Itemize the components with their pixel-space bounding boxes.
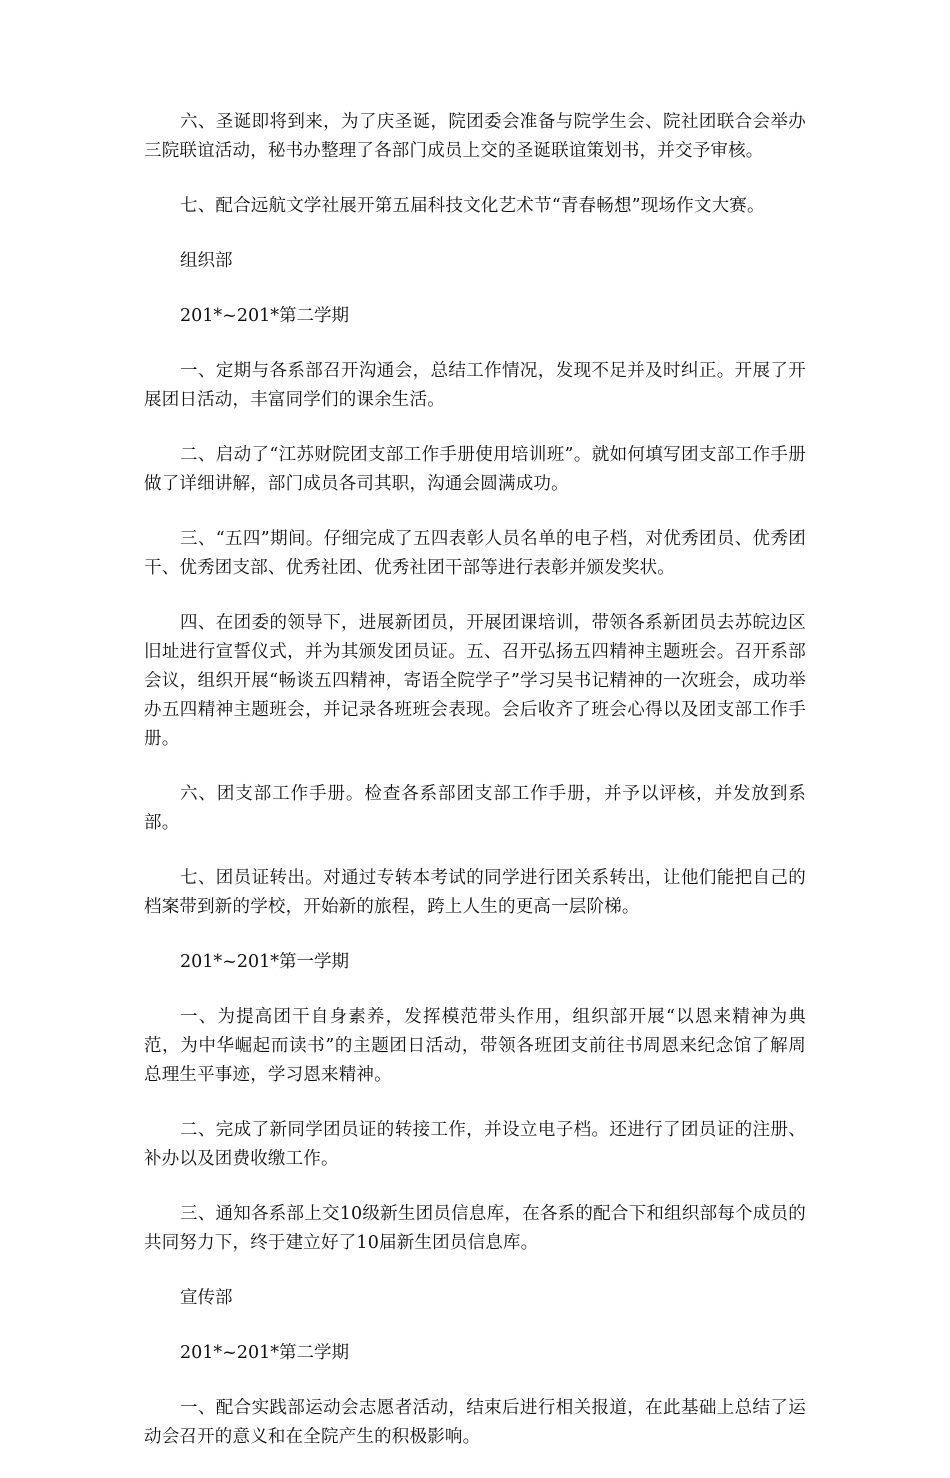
section-heading-organization-dept: 组织部 [180,251,233,271]
term-heading-second-semester-publicity: 201*~201*第二学期 [180,1343,349,1363]
paragraph-branch-handbook: 六、团支部工作手册。检查各系部团支部工作手册，并予以评核，并发放到系部。 [144,784,806,833]
paragraph-member-database: 三、通知各系部上交10级新生团员信息库，在各系的配合下和组织部每个成员的共同努力下，终于建立好了10届新生团员信息库。 [144,1204,806,1253]
paragraph-handbook-training: 二、启动了“江苏财院团支部工作手册使用培训班”。就如何填写团支部工作手册做了详细讲解，部门成员各司其职，沟通会圆满成功。 [144,445,806,494]
term-heading-second-semester: 201*~201*第二学期 [180,306,349,326]
paragraph-membership-transfer: 七、团员证转出。对通过专转本考试的同学进行团关系转出，让他们能把自己的档案带到新的学校，开始新的旅程，跨上人生的更高一层阶梯。 [144,868,806,917]
paragraph-may-fourth-awards: 三、“五四”期间。仔细完成了五四表彰人员名单的电子档，对优秀团员、优秀团干、优秀团支部、优秀社团、优秀社团干部等进行表彰并颁发奖状。 [144,529,806,578]
paragraph-new-members: 四、在团委的领导下，进展新团员，开展团课培训，带领各系新团员去苏皖边区旧址进行宣誓仪式，并为其颁发团员证。五、召开弘扬五四精神主题班会。召开系部会议，组织开展“畅谈五四精神，寄语全院学子”学习吴书记精神的一次班会，成功举办五四精神主题班会，并记录各班班会表现。会后收齐了班会心得以及团支部工作手册。 [144,613,806,749]
section-heading-publicity-dept: 宣传部 [180,1288,233,1308]
paragraph-communication-meeting: 一、定期与各系部召开沟通会，总结工作情况，发现不足并及时纠正。开展了开展团日活动，丰富同学们的课余生活。 [144,361,806,410]
paragraph-essay-contest: 七、配合远航文学社展开第五届科技文化艺术节“青春畅想”现场作文大赛。 [180,196,765,216]
paragraph-reading-activity: 一、为提高团干自身素养，发挥模范带头作用，组织部开展“以恩来精神为典范，为中华崛起而读书”的主题团日活动，带领各班团支前往书周恩来纪念馆了解周总理生平事迹，学习恩来精神。 [144,1007,806,1085]
paragraph-christmas-event: 六、圣诞即将到来，为了庆圣诞，院团委会准备与院学生会、院社团联合会举办三院联谊活动，秘书办整理了各部门成员上交的圣诞联谊策划书，并交予审核。 [144,112,806,161]
paragraph-sports-meet-report: 一、配合实践部运动会志愿者活动，结束后进行相关报道，在此基础上总结了运动会召开的意义和在全院产生的积极影响。 [144,1398,806,1447]
paragraph-member-cards: 二、完成了新同学团员证的转接工作，并设立电子档。还进行了团员证的注册、补办以及团费收缴工作。 [144,1120,806,1169]
term-heading-first-semester: 201*~201*第一学期 [180,952,349,972]
document-body [144,108,806,1478]
